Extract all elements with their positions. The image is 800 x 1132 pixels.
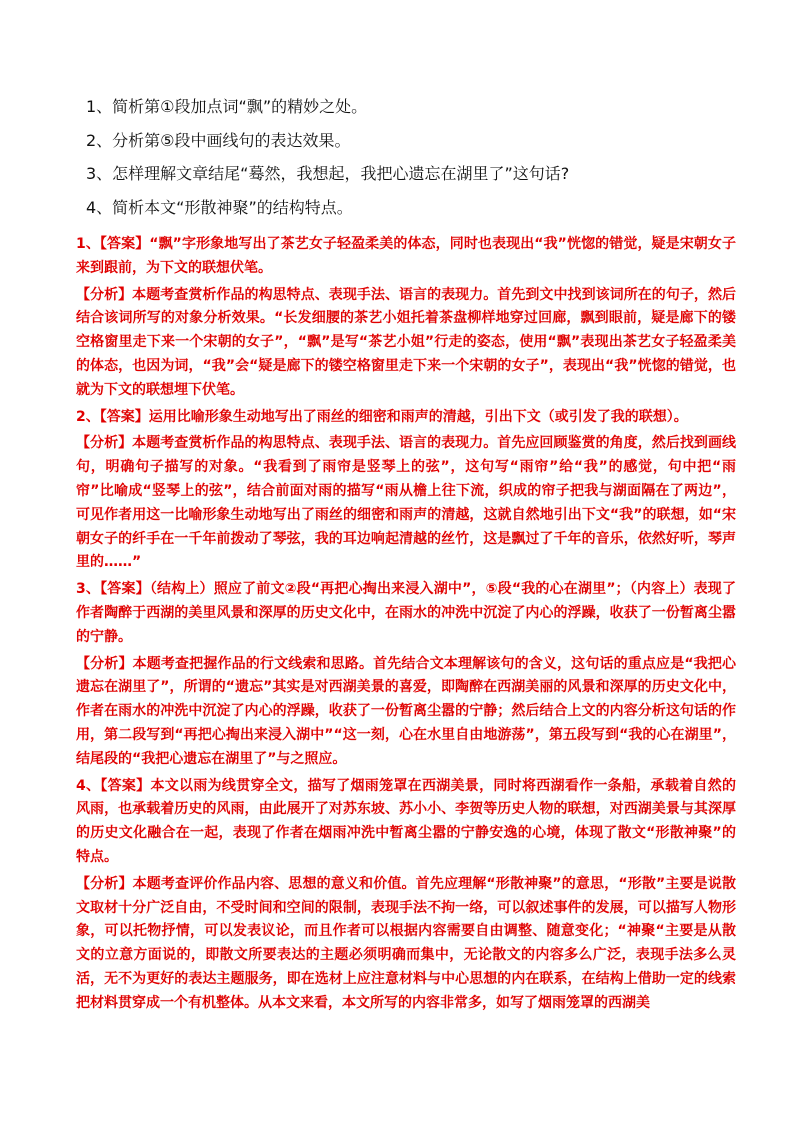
analysis-2: 【分析】本题考查赏析作品的构思特点、表现手法、语言的表现力。首先应回顾鉴赏的角度，然后找到画线句，明确句子描写的对象。“我看到了雨帘是竖琴上的弦”，这句写“雨帘”给“我”的感觉，句中把“雨帘”比喻成“竖琴上的弦”，结合前面对雨的描写“雨从檐上往下流，织成的帘子把我与湖面隔在了两边”，可见作者用这一比喻形象生动地写出了雨丝的细密和雨声的清越，这就自然地引出下文“我”的联想，如“宋朝女子的纤手在一千年前拨动了琴弦，我的耳边响起清越的丝竹，这是飘过了千年的音乐，依然好听，琴声里的……” <box>76 435 736 571</box>
analysis-1: 【分析】本题考查赏析作品的构思特点、表现手法、语言的表现力。首先到文中找到该词所在的句子，然后结合该词所写的对象分析效果。“长发细腰的茶艺小姐托着茶盘柳样地穿过回廊，飘到眼前，疑是廊下的镂空格窗里走下来一个宋朝的女子”，“飘”是写“茶艺小姐”行走的姿态，使用“飘”表现出茶艺女子轻盈柔美的体态，也因为词，“我”会“疑是廊下的镂空格窗里走下来一个宋朝的女子”，表现出“我”恍惚的错觉，也就为下文的联想埋下伏笔。 <box>76 286 736 398</box>
question-item: 1、简析第①段加点词“飘”的精妙之处。 <box>86 97 368 116</box>
analysis-4: 【分析】本题考查评价作品内容、思想的意义和价值。首先应理解“形散神聚”的意思，“形散”主要是说散文取材十分广泛自由，不受时间和空间的限制，表现手法不拘一络，可以叙述事件的发展，可以描写人物形象，可以托物抒情，可以发表议论，而且作者可以根据内容需要自由调整、随意变化；“神聚“主要是从散文的立意方面说的，即散文所要表达的主题必须明确而集中，无论散文的内容多么广泛，表现手法多么灵活，无不为更好的表达主题服务，即在选材上应注意材料与中心思想的内在联系，在结构上借助一定的线索把材料贯穿成一个有机整体。从本文来看，本文所写的内容非常多，如写了烟雨笼罩的西湖美 <box>76 875 736 1011</box>
answer-1: 1、【答案】“飘”字形象地写出了茶艺女子轻盈柔美的体态，同时也表现出“我”恍惚的错觉，疑是宋朝女子来到跟前，为下文的联想伏笔。 <box>76 236 736 276</box>
question-item: 2、分析第⑤段中画线句的表达效果。 <box>86 130 351 150</box>
answer-section <box>76 233 736 1019</box>
answer-4: 4、【答案】本文以雨为线贯穿全文，描写了烟雨笼罩在西湖美景，同时将西湖看作一条船，承载着自然的风雨，也承载着历史的风雨，由此展开了对苏东坡、苏小小、李贺等历史人物的联想，对西湖美景与其深厚的历史文化融合在一起，表现了作者在烟雨冲洗中暂离尘嚣的宁静安逸的心境，体现了散文“形散神聚”的特点。 <box>76 777 736 865</box>
analysis-3: 【分析】本题考查把握作品的行文线索和思路。首先结合文本理解该句的含义，这句话的重点应是“我把心遗忘在湖里了”，所谓的“遗忘”其实是对西湖美景的喜爱，即陶醉在西湖美丽的风景和深厚的历史文化中，作者在雨水的冲洗中沉淀了内心的浮躁，收获了一份暂离尘嚣的宁静；然后结合上文的内容分析这句话的作用，第二段写到“再把心掏出来浸入湖中”“这一刻，心在水里自由地游荡”，第五段写到“我的心在湖里”，结尾段的“我把心遗忘在湖里了”与之照应。 <box>76 655 736 767</box>
question-item: 3、怎样理解文章结尾“蓦然，我想起，我把心遗忘在湖里了”这句话? <box>86 164 570 183</box>
answer-2: 2、【答案】运用比喻形象生动地写出了雨丝的细密和雨声的清越，引出下文（或引发了我的联想）。 <box>76 408 688 425</box>
answer-3: 3、【答案】（结构上）照应了前文②段“再把心掏出来浸入湖中”，⑤段“我的心在湖里”；（内容上）表现了作者陶醉于西湖的美里风景和深厚的历史文化中，在雨水的冲洗中沉淀了内心的浮躁，收获了一份暂离尘嚣的宁静。 <box>76 581 736 645</box>
question-list <box>86 94 746 228</box>
question-item: 4、简析本文“形散神聚”的结构特点。 <box>86 197 353 217</box>
